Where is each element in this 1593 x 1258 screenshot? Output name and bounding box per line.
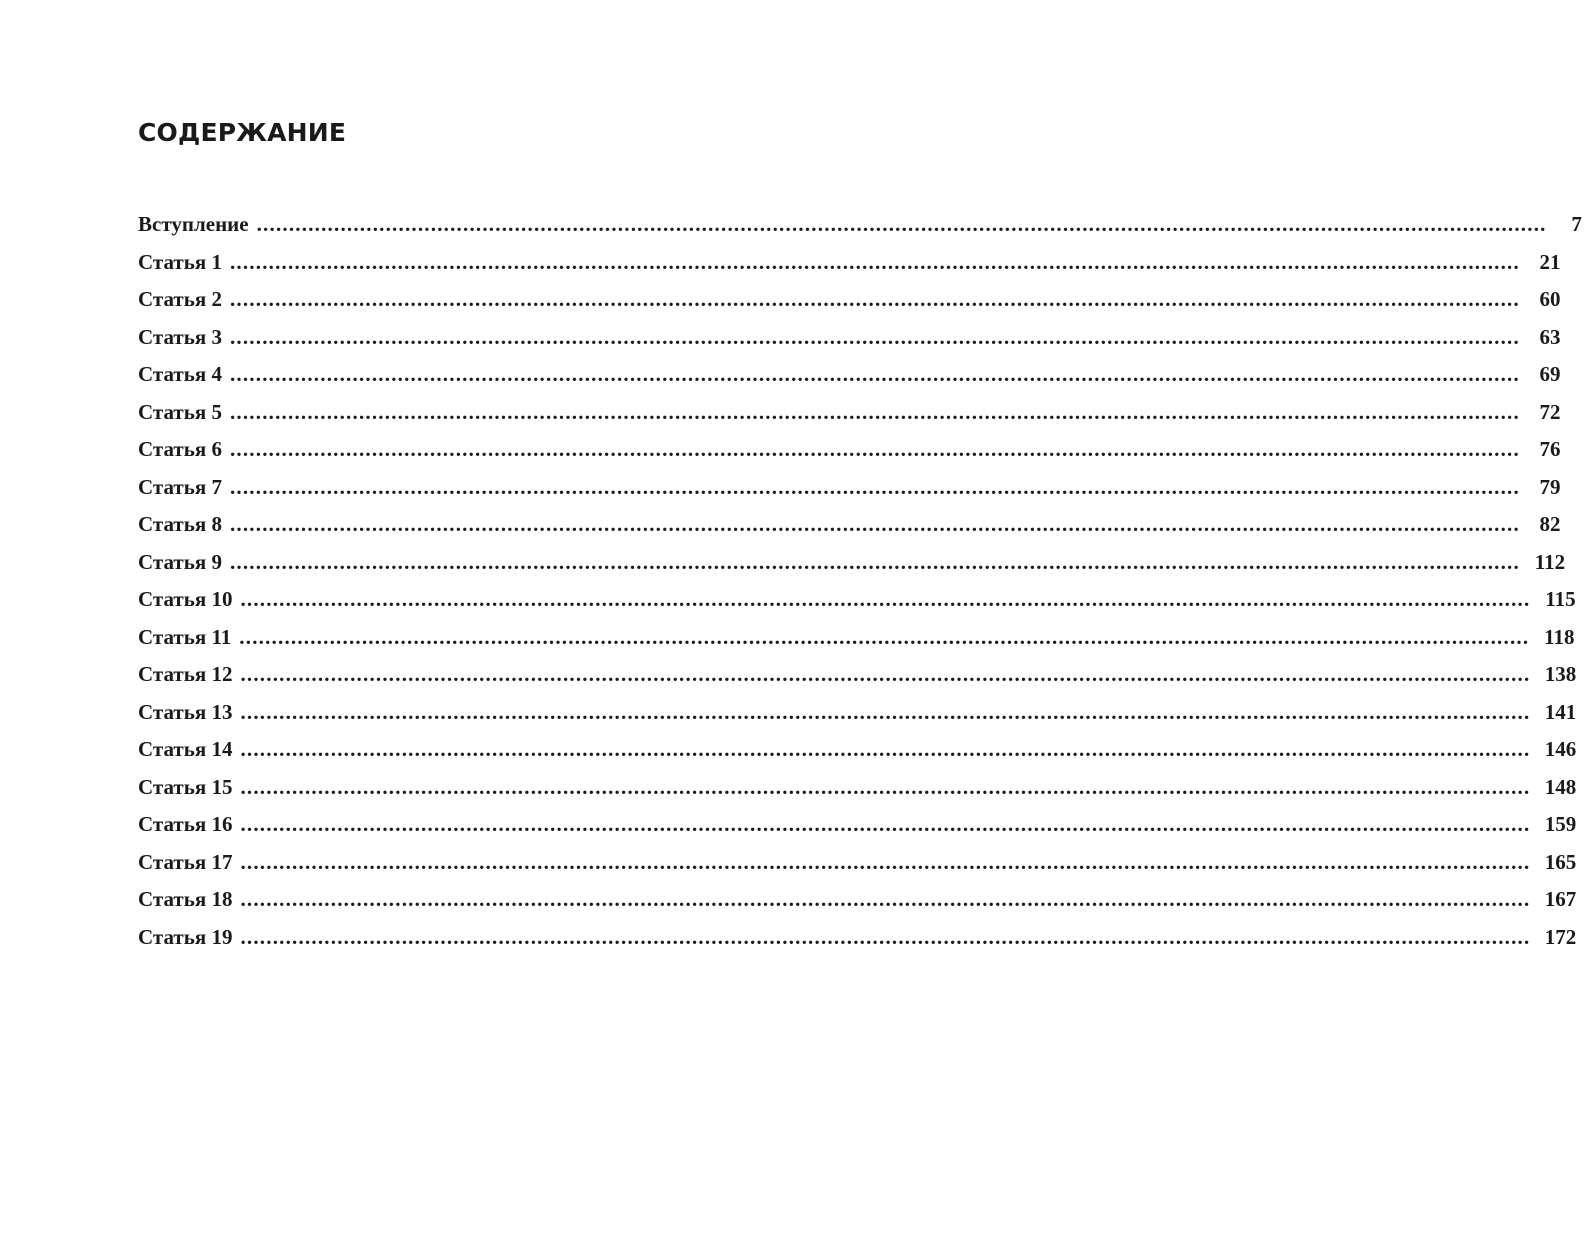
- toc-page-number: 60: [1539, 287, 1561, 311]
- toc-entry: [138, 806, 1577, 844]
- toc-entry-label: Статья 11: [138, 624, 232, 649]
- toc-entry: [138, 919, 1577, 957]
- toc-entry: [138, 731, 1577, 769]
- toc-page-number: 115: [1545, 587, 1576, 611]
- toc-entry: [138, 844, 1577, 882]
- toc-entry: [138, 469, 1561, 507]
- toc-page-number: 141: [1544, 699, 1577, 724]
- toc-leader-dots: ........................................................................................................................................................................................................: [229, 474, 1520, 499]
- toc-entry-label: Вступление: [138, 212, 249, 236]
- toc-leader-dots: ........................................................................................................................................................................................................: [239, 624, 1530, 649]
- toc-entry: [138, 319, 1561, 357]
- toc-page-number: 76: [1539, 437, 1561, 461]
- toc-page-number: 172: [1544, 924, 1577, 949]
- toc-entry-label: Статья 15: [138, 774, 233, 799]
- toc-leader-dots: ........................................................................................................................................................................................................: [229, 549, 1520, 574]
- toc-entry-label: Статья 17: [138, 849, 233, 874]
- toc-entry-label: Статья 14: [138, 737, 233, 761]
- toc-leader-dots: ........................................................................................................................................................................................................: [229, 287, 1520, 311]
- toc-entry: [138, 656, 1577, 694]
- toc-page-number: 165: [1544, 849, 1577, 874]
- toc-leader-dots: ........................................................................................................................................................................................................: [240, 737, 1531, 761]
- toc-entry: [138, 769, 1577, 807]
- toc-entry-label: Статья 16: [138, 812, 233, 836]
- toc-entry: [138, 431, 1561, 469]
- toc-entry: [138, 881, 1577, 919]
- toc-page-number: 118: [1544, 624, 1575, 649]
- toc-page-number: 146: [1544, 737, 1577, 761]
- toc-page-number: 167: [1544, 887, 1577, 911]
- toc-page-number: 138: [1544, 662, 1577, 686]
- toc-entry: [138, 619, 1575, 657]
- toc-entry: [138, 244, 1561, 282]
- toc-leader-dots: ........................................................................................................................................................................................................: [229, 512, 1520, 536]
- toc-page-number: 72: [1539, 399, 1561, 424]
- toc-leader-dots: ........................................................................................................................................................................................................: [256, 212, 1547, 236]
- toc-entry-label: Статья 9: [138, 549, 222, 574]
- toc-entry: [138, 281, 1561, 319]
- toc-leader-dots: ........................................................................................................................................................................................................: [240, 662, 1531, 686]
- toc-entry-label: Статья 8: [138, 512, 222, 536]
- toc-entry-label: Статья 12: [138, 662, 233, 686]
- toc-page-number: 148: [1544, 774, 1577, 799]
- toc-leader-dots: ........................................................................................................................................................................................................: [240, 812, 1531, 836]
- toc-entry: [138, 544, 1566, 582]
- toc-entry-label: Статья 18: [138, 887, 233, 911]
- toc-entry: [138, 394, 1561, 432]
- toc-leader-dots: ........................................................................................................................................................................................................: [229, 249, 1520, 274]
- toc-leader-dots: ........................................................................................................................................................................................................: [240, 924, 1531, 949]
- toc-page-number: 63: [1539, 324, 1561, 349]
- toc-entry-label: Статья 19: [138, 924, 233, 949]
- table-of-contents: [138, 206, 1582, 956]
- toc-entry-label: Статья 5: [138, 399, 222, 424]
- toc-leader-dots: ........................................................................................................................................................................................................: [240, 587, 1531, 611]
- toc-entry-label: Статья 10: [138, 587, 233, 611]
- toc-leader-dots: ........................................................................................................................................................................................................: [229, 399, 1520, 424]
- toc-page-number: 69: [1539, 362, 1561, 386]
- toc-page-number: 7: [1571, 212, 1582, 236]
- toc-entry-label: Статья 4: [138, 362, 222, 386]
- toc-leader-dots: ........................................................................................................................................................................................................: [229, 362, 1520, 386]
- toc-page-number: 82: [1539, 512, 1561, 536]
- toc-entry: [138, 506, 1561, 544]
- toc-page-number: 79: [1539, 474, 1561, 499]
- toc-entry-label: Статья 7: [138, 474, 222, 499]
- toc-leader-dots: ........................................................................................................................................................................................................: [240, 774, 1531, 799]
- toc-leader-dots: ........................................................................................................................................................................................................: [240, 849, 1531, 874]
- toc-entry: [138, 694, 1577, 732]
- toc-entry-label: Статья 2: [138, 287, 222, 311]
- toc-entry: [138, 581, 1576, 619]
- toc-page-number: 112: [1534, 549, 1566, 574]
- toc-page-number: 21: [1539, 249, 1561, 274]
- toc-leader-dots: ........................................................................................................................................................................................................: [240, 699, 1531, 724]
- toc-entry-label: Статья 3: [138, 324, 222, 349]
- toc-entry-label: Статья 13: [138, 699, 233, 724]
- page-title: СОДЕРЖАНИЕ: [138, 118, 347, 147]
- toc-entry: [138, 206, 1582, 244]
- toc-leader-dots: ........................................................................................................................................................................................................: [229, 437, 1520, 461]
- toc-page-number: 159: [1544, 812, 1577, 836]
- toc-entry-label: Статья 6: [138, 437, 222, 461]
- toc-entry-label: Статья 1: [138, 249, 222, 274]
- toc-entry: [138, 356, 1561, 394]
- toc-leader-dots: ........................................................................................................................................................................................................: [240, 887, 1531, 911]
- toc-leader-dots: ........................................................................................................................................................................................................: [229, 324, 1520, 349]
